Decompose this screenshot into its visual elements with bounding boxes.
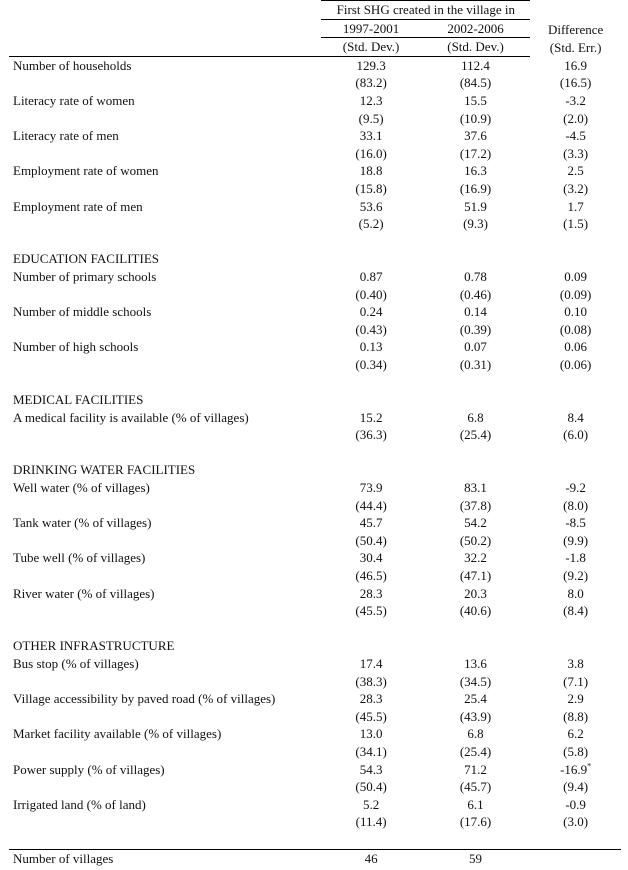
value-2002-2006: 0.78 bbox=[464, 268, 487, 284]
value-1997-2001: 0.13 bbox=[359, 339, 383, 355]
sd-2002-2006: (16.9) bbox=[459, 180, 492, 196]
value-1997-2001: 0.87 bbox=[359, 268, 383, 284]
table-row bbox=[9, 514, 621, 532]
value-1997-2001: 45.7 bbox=[359, 515, 383, 531]
sd-2002-2006: (0.46) bbox=[459, 286, 492, 302]
sd-1997-2001: (11.4) bbox=[355, 814, 387, 830]
table-row bbox=[9, 56, 621, 74]
spacer-row bbox=[9, 444, 621, 462]
table-row-se bbox=[9, 813, 621, 831]
value-1997-2001: 13.0 bbox=[359, 726, 383, 742]
col1-period-header: 1997-2001 bbox=[321, 19, 421, 38]
value-difference bbox=[530, 303, 621, 321]
se-difference: (7.1) bbox=[563, 673, 589, 689]
se-difference: (16.5) bbox=[559, 75, 592, 91]
table-row bbox=[9, 198, 621, 216]
village-characteristics-table bbox=[9, 0, 621, 867]
value-1997-2001: 17.4 bbox=[359, 655, 383, 671]
value-2002-2006: 0.14 bbox=[464, 304, 487, 320]
header-row-periods bbox=[9, 19, 621, 38]
se-difference: (2.0) bbox=[563, 110, 589, 126]
difference-value: -1.8 bbox=[565, 550, 586, 566]
value-2002-2006: 37.6 bbox=[464, 128, 487, 144]
value-difference bbox=[530, 761, 621, 779]
value-difference bbox=[530, 338, 621, 356]
difference-value: -9.2 bbox=[565, 480, 586, 496]
value-2002-2006: 51.9 bbox=[464, 198, 487, 214]
value-1997-2001: 28.3 bbox=[359, 691, 383, 707]
row-label: Tank water (% of villages) bbox=[13, 515, 152, 531]
sd-2002-2006: (84.5) bbox=[459, 75, 492, 91]
table-row bbox=[9, 479, 621, 497]
se-difference: (0.06) bbox=[559, 356, 592, 372]
sd-1997-2001: (44.4) bbox=[355, 497, 387, 513]
value-2002-2006: 6.1 bbox=[467, 796, 484, 812]
sd-2002-2006: (25.4) bbox=[459, 743, 492, 759]
sd-2002-2006: (0.31) bbox=[459, 356, 492, 372]
footer-count-1997-2001: 46 bbox=[321, 849, 421, 867]
value-1997-2001: 0.24 bbox=[359, 304, 383, 320]
value-2002-2006: 112.4 bbox=[461, 57, 490, 73]
difference-value: -0.9 bbox=[565, 796, 586, 812]
sd-1997-2001: (50.4) bbox=[355, 532, 387, 548]
section-heading: MEDICAL FACILITIES bbox=[13, 392, 144, 408]
table-row bbox=[9, 585, 621, 603]
row-label: Tube well (% of villages) bbox=[13, 550, 146, 566]
value-difference bbox=[530, 409, 621, 427]
value-1997-2001: 33.1 bbox=[359, 128, 383, 144]
difference-label: Difference bbox=[547, 22, 604, 38]
row-label: Irrigated land (% of land) bbox=[13, 796, 146, 812]
table-row bbox=[9, 549, 621, 567]
difference-value: 16.9 bbox=[564, 57, 587, 73]
row-label: Number of households bbox=[13, 57, 132, 73]
section-heading-row bbox=[9, 461, 621, 479]
sd-2002-2006: (0.39) bbox=[459, 321, 492, 337]
section-heading-row bbox=[9, 391, 621, 409]
table-row-se bbox=[9, 743, 621, 761]
sd-2002-2006: (17.2) bbox=[459, 145, 492, 161]
header-row-group bbox=[9, 1, 621, 20]
se-difference: (3.0) bbox=[563, 814, 589, 830]
table-row-se bbox=[9, 180, 621, 198]
table-row bbox=[9, 690, 621, 708]
table-row-se bbox=[9, 145, 621, 163]
difference-value: 2.5 bbox=[567, 163, 584, 179]
footer-label: Number of villages bbox=[9, 849, 321, 867]
row-label: Number of high schools bbox=[13, 339, 139, 355]
sd-1997-2001: (0.40) bbox=[355, 286, 387, 302]
difference-value: -8.5 bbox=[565, 515, 586, 531]
table-row-se bbox=[9, 497, 621, 515]
row-label: Bus stop (% of villages) bbox=[13, 655, 139, 671]
value-2002-2006: 0.07 bbox=[464, 339, 487, 355]
table-row-se bbox=[9, 215, 621, 233]
difference-value: 6.2 bbox=[567, 726, 584, 742]
table-row bbox=[9, 338, 621, 356]
value-difference bbox=[530, 92, 621, 110]
table-row bbox=[9, 409, 621, 427]
row-label: Literacy rate of men bbox=[13, 128, 119, 144]
table-row-se bbox=[9, 356, 621, 374]
value-1997-2001: 54.3 bbox=[359, 761, 383, 777]
sd-2002-2006: (50.2) bbox=[459, 532, 492, 548]
col2-period-header: 2002-2006 bbox=[421, 19, 530, 38]
value-1997-2001: 73.9 bbox=[359, 480, 383, 496]
value-1997-2001: 12.3 bbox=[359, 92, 383, 108]
value-2002-2006: 83.1 bbox=[464, 480, 487, 496]
difference-value: -16.9 bbox=[560, 761, 588, 777]
sd-2002-2006: (40.6) bbox=[459, 603, 492, 619]
table-row bbox=[9, 303, 621, 321]
sd-1997-2001: (9.5) bbox=[358, 110, 384, 126]
value-1997-2001: 53.6 bbox=[359, 198, 383, 214]
sd-2002-2006: (10.9) bbox=[459, 110, 492, 126]
se-difference: (9.4) bbox=[563, 779, 589, 795]
value-2002-2006: 25.4 bbox=[464, 691, 487, 707]
value-2002-2006: 16.3 bbox=[464, 163, 487, 179]
row-label: Number of primary schools bbox=[13, 268, 157, 284]
sd-2002-2006: (34.5) bbox=[459, 673, 492, 689]
sd-1997-2001: (34.1) bbox=[355, 743, 387, 759]
se-difference: (5.8) bbox=[563, 743, 589, 759]
value-2002-2006: 32.2 bbox=[464, 550, 487, 566]
value-difference bbox=[530, 162, 621, 180]
value-1997-2001: 28.3 bbox=[359, 585, 383, 601]
difference-value: 8.0 bbox=[567, 585, 584, 601]
section-heading-row bbox=[9, 250, 621, 268]
footer-count-2002-2006: 59 bbox=[421, 849, 530, 867]
se-difference: (8.8) bbox=[563, 708, 589, 724]
sd-2002-2006: (17.6) bbox=[459, 814, 492, 830]
sd-1997-2001: (46.5) bbox=[355, 568, 387, 583]
value-2002-2006: 54.2 bbox=[464, 515, 487, 531]
se-difference: (3.2) bbox=[563, 180, 589, 196]
row-label: Village accessibility by paved road (% of villages) bbox=[13, 691, 276, 707]
sd-2002-2006: (37.8) bbox=[459, 497, 492, 513]
value-difference bbox=[530, 585, 621, 603]
spacer-row bbox=[9, 373, 621, 391]
sd-2002-2006: (43.9) bbox=[459, 708, 492, 724]
value-difference bbox=[530, 198, 621, 216]
col1-note-header: (Std. Dev.) bbox=[321, 38, 421, 57]
difference-value: 0.10 bbox=[564, 304, 587, 320]
row-label: Well water (% of villages) bbox=[13, 480, 150, 496]
table-row-se bbox=[9, 602, 621, 620]
section-heading-row bbox=[9, 637, 621, 655]
value-1997-2001: 15.2 bbox=[359, 409, 383, 425]
table-row bbox=[9, 162, 621, 180]
table-row bbox=[9, 655, 621, 673]
table-row bbox=[9, 796, 621, 814]
sd-2002-2006: (47.1) bbox=[459, 568, 492, 583]
row-label: Market facility available (% of villages) bbox=[13, 726, 222, 742]
value-1997-2001: 30.4 bbox=[359, 550, 383, 566]
table-row-se bbox=[9, 778, 621, 796]
table-row-se bbox=[9, 532, 621, 550]
footer-row bbox=[9, 849, 621, 867]
se-difference: (3.3) bbox=[563, 145, 589, 161]
value-difference bbox=[530, 56, 621, 74]
sd-2002-2006: (25.4) bbox=[459, 427, 492, 443]
row-label: A medical facility is available (% of villages) bbox=[13, 409, 249, 425]
value-2002-2006: 6.8 bbox=[467, 409, 484, 425]
sd-1997-2001: (16.0) bbox=[355, 145, 387, 161]
se-difference: (6.0) bbox=[563, 427, 589, 443]
value-difference bbox=[530, 268, 621, 286]
row-label: Number of middle schools bbox=[13, 304, 152, 320]
value-difference bbox=[530, 655, 621, 673]
table-row-se bbox=[9, 110, 621, 128]
row-label: Employment rate of men bbox=[13, 198, 143, 214]
sd-1997-2001: (5.2) bbox=[358, 216, 384, 232]
sd-1997-2001: (38.3) bbox=[355, 673, 387, 689]
value-2002-2006: 13.6 bbox=[464, 655, 487, 671]
value-2002-2006: 6.8 bbox=[467, 726, 484, 742]
se-difference: (9.9) bbox=[563, 532, 589, 548]
value-difference bbox=[530, 127, 621, 145]
se-difference: (1.5) bbox=[563, 216, 589, 232]
value-1997-2001: 5.2 bbox=[362, 796, 380, 812]
spacer-row bbox=[9, 620, 621, 638]
difference-value: 2.9 bbox=[567, 691, 584, 707]
value-difference bbox=[530, 725, 621, 743]
header-row-notes bbox=[9, 38, 621, 57]
spacer-row bbox=[9, 831, 621, 849]
table-row-se bbox=[9, 286, 621, 304]
section-heading: DRINKING WATER FACILITIES bbox=[13, 462, 196, 478]
value-1997-2001: 129.3 bbox=[356, 57, 386, 73]
difference-value: -3.2 bbox=[565, 92, 586, 108]
row-label: River water (% of villages) bbox=[13, 585, 155, 601]
table-row-se bbox=[9, 74, 621, 92]
difference-header bbox=[530, 1, 621, 57]
table-row bbox=[9, 268, 621, 286]
se-difference: (9.2) bbox=[563, 568, 589, 583]
col2-note-header: (Std. Dev.) bbox=[421, 38, 530, 57]
difference-value: 3.8 bbox=[567, 655, 584, 671]
table-row-se bbox=[9, 708, 621, 726]
value-difference bbox=[530, 796, 621, 814]
table-row bbox=[9, 92, 621, 110]
difference-value: 0.09 bbox=[564, 268, 587, 284]
se-difference: (8.0) bbox=[563, 497, 589, 513]
value-2002-2006: 20.3 bbox=[464, 585, 487, 601]
sd-2002-2006: (45.7) bbox=[459, 779, 492, 795]
se-difference: (0.08) bbox=[559, 321, 592, 337]
sd-1997-2001: (50.4) bbox=[355, 779, 387, 795]
difference-note: (Std. Err.) bbox=[549, 39, 602, 55]
value-2002-2006: 71.2 bbox=[464, 761, 487, 777]
row-label: Employment rate of women bbox=[13, 163, 159, 179]
table-row bbox=[9, 761, 621, 779]
table-row-se bbox=[9, 567, 621, 585]
se-difference: (0.09) bbox=[559, 286, 592, 302]
se-difference: (8.4) bbox=[563, 603, 589, 619]
table-row-se bbox=[9, 673, 621, 691]
sd-2002-2006: (9.3) bbox=[463, 216, 488, 232]
value-2002-2006: 15.5 bbox=[464, 92, 487, 108]
sd-1997-2001: (45.5) bbox=[355, 603, 387, 619]
section-heading: EDUCATION FACILITIES bbox=[13, 251, 159, 267]
sd-1997-2001: (36.3) bbox=[355, 427, 387, 443]
value-1997-2001: 18.8 bbox=[359, 163, 383, 179]
sd-1997-2001: (15.8) bbox=[355, 180, 387, 196]
significance-mark: * bbox=[587, 761, 592, 771]
value-difference bbox=[530, 479, 621, 497]
sd-1997-2001: (0.43) bbox=[355, 321, 387, 337]
difference-value: -4.5 bbox=[565, 128, 586, 144]
value-difference bbox=[530, 549, 621, 567]
difference-value: 8.4 bbox=[567, 409, 584, 425]
table-row bbox=[9, 725, 621, 743]
row-label: Power supply (% of villages) bbox=[13, 761, 165, 777]
sd-1997-2001: (45.5) bbox=[355, 708, 387, 724]
table-row bbox=[9, 127, 621, 145]
row-label: Literacy rate of women bbox=[13, 92, 135, 108]
difference-value: 1.7 bbox=[567, 198, 584, 214]
value-difference bbox=[530, 690, 621, 708]
section-heading: OTHER INFRASTRUCTURE bbox=[13, 638, 175, 654]
table-row-se bbox=[9, 321, 621, 339]
table-row-se bbox=[9, 426, 621, 444]
value-difference bbox=[530, 514, 621, 532]
sd-1997-2001: (83.2) bbox=[355, 75, 387, 91]
group-header: First SHG created in the village in bbox=[321, 1, 530, 20]
difference-value: 0.06 bbox=[564, 339, 587, 355]
spacer-row bbox=[9, 233, 621, 251]
sd-1997-2001: (0.34) bbox=[355, 356, 387, 372]
